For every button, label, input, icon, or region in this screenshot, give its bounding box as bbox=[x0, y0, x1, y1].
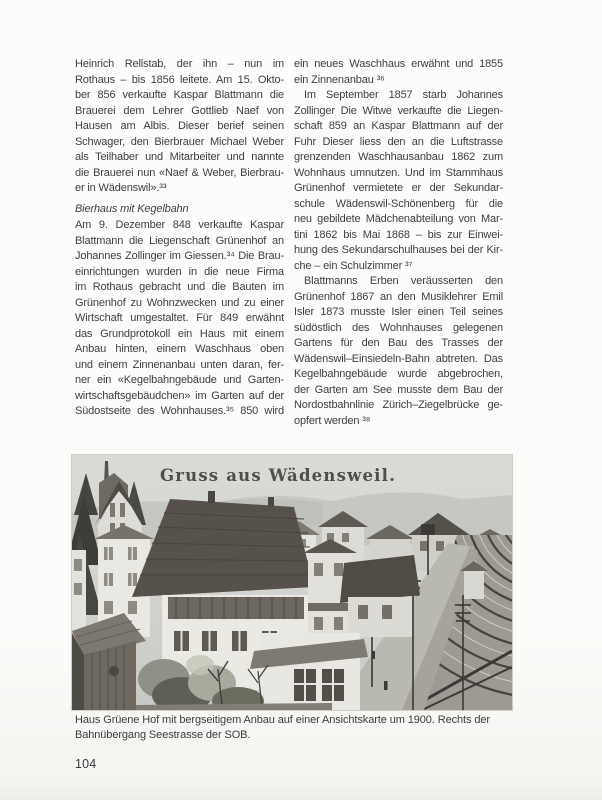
text-line: und einem Zinnenanbau unten daran, fer- bbox=[75, 358, 284, 371]
text-line: als Teilhaber und Mitarbeiter und nannte bbox=[75, 151, 284, 163]
text-line: Wohnhaus umnutzen. Und im Stammhaus bbox=[294, 166, 503, 179]
text-line: Grünenhof 1867 an den Musiklehrer Emil bbox=[294, 290, 503, 303]
text-line: südöstlich des Wohnhauses gelegenen bbox=[294, 321, 503, 334]
text-line: hung des Sekundarschulhauses bei der Kir- bbox=[294, 244, 503, 256]
text-line: ber 856 verkaufte Kaspar Blattmann die bbox=[75, 89, 284, 101]
text-line: schule Wädenswil-Schönenberg für die bbox=[294, 197, 503, 210]
paragraph bbox=[294, 88, 503, 274]
text-line: Blattmanns Erben veräusserten den bbox=[304, 275, 503, 287]
text-line: Nordostbahnlinie Zürich–Ziegelbrücke ge- bbox=[294, 399, 503, 411]
text-line: Grünenhof vermietete er der Sekundar- bbox=[294, 182, 503, 194]
text-line: Wirtschaft umgestaltet. Für 849 erwähnt bbox=[75, 312, 284, 324]
text-line: Blattmann die Liegenschaft Grünenhof an bbox=[75, 234, 284, 247]
text-line: neu gebildete Mädchenabteilung von Mar- bbox=[294, 213, 503, 225]
small-house-right bbox=[340, 555, 420, 637]
text-line: opfert werden ³⁸ bbox=[294, 414, 371, 427]
text-line: im Rothaus gebracht und die Bauten im bbox=[75, 281, 284, 293]
section-heading bbox=[75, 202, 284, 218]
text-line: wirtschaftsgebäudchen» im Garten auf der bbox=[75, 389, 284, 402]
text-line: Im September 1857 starb Johannes bbox=[304, 89, 503, 101]
text-line: Kegelbahngebäude wurde abgebrochen, bbox=[294, 368, 503, 380]
text-line: er in Wädenswil».³³ bbox=[75, 182, 167, 194]
awning-house bbox=[250, 633, 368, 710]
text-line: schaft 859 an Kaspar Blattmann auf der bbox=[294, 120, 503, 132]
text-line: Anbau hinten, einem Waschhaus oben bbox=[75, 343, 284, 355]
paragraph bbox=[294, 57, 503, 88]
text-line: einrichtungen wurden in die neue Firma bbox=[75, 265, 284, 278]
text-column-left bbox=[75, 57, 284, 420]
postcard-greeting-text: Gruss aus Wädensweil. bbox=[159, 466, 397, 485]
text-line: Brauerei dem Lehrer Gottlieb Naef von bbox=[75, 104, 284, 117]
text-line: Grünenhof zu Wohnzwecken und zu einer bbox=[75, 296, 284, 309]
caption-line: Bahnübergang Seestrasse der SOB. bbox=[75, 728, 251, 741]
text-line: Gartens für den Bau des Trasses der bbox=[294, 337, 503, 349]
text-column-right bbox=[294, 57, 503, 429]
text-line: Zollinger Die Witwe verkaufte die Liegen- bbox=[294, 104, 503, 117]
postcard-photo bbox=[72, 455, 512, 710]
text-line: die Brauerei nun «Naef & Weber, Bierbrau- bbox=[75, 166, 284, 179]
caption-line: Haus Grüene Hof mit bergseitigem Anbau auf einer Ansichtskarte um 1900. Rechts der bbox=[75, 714, 490, 726]
text-line: Bierhaus mit Kegelbahn bbox=[75, 202, 189, 215]
page-number: 104 bbox=[75, 757, 97, 771]
text-line: ein neues Waschhaus erwähnt und 1855 bbox=[294, 58, 503, 70]
paragraph bbox=[294, 274, 503, 429]
text-line: das Grundprotokoll ein Haus mit einem bbox=[75, 327, 284, 340]
text-line: der Garten am See musste dem Bau der bbox=[294, 383, 503, 396]
text-line: ner ein «Kegelbahngebäude und Garten- bbox=[75, 374, 284, 386]
text-line: Schwager, den Bierbrauer Michael Weber bbox=[75, 135, 284, 148]
text-line: grenzenden Waschhausanbau 1862 zum bbox=[294, 151, 503, 163]
text-line: che – ein Schulzimmer ³⁷ bbox=[294, 259, 413, 272]
postcard-photo-illustration bbox=[72, 455, 512, 710]
text-line: Hausen am Albis. Dieser berief seinen bbox=[75, 120, 284, 132]
text-line: Rothaus – bis 1856 leitete. Am 15. Okto- bbox=[75, 73, 284, 86]
text-line: Fuhr Dieser liess den an die Luftstrasse bbox=[294, 135, 503, 148]
wooden-shed bbox=[72, 613, 146, 710]
text-line: Heinrich Rellstab, der ihn – nun im bbox=[75, 58, 284, 70]
text-line: Südostseite des Wohnhauses.³⁵ 850 wird bbox=[75, 405, 284, 417]
paragraph bbox=[75, 57, 284, 197]
paragraph bbox=[75, 218, 284, 420]
text-line: Johannes Zollinger im Giessen.³⁴ Die Brau- bbox=[75, 250, 284, 262]
text-line: tini 1862 bis Mai 1868 – bis zur Einwei- bbox=[294, 228, 503, 241]
text-line: Wädenswil–Einsiedeln-Bahn abtreten. Das bbox=[294, 352, 503, 365]
text-line: Am 9. Dezember 848 verkaufte Kaspar bbox=[75, 219, 284, 231]
text-line: Isler 1873 musste Isler einen Teil seines bbox=[294, 306, 503, 318]
text-line: ein Zinnenanbau ³⁶ bbox=[294, 73, 385, 86]
photo-caption bbox=[75, 713, 545, 742]
